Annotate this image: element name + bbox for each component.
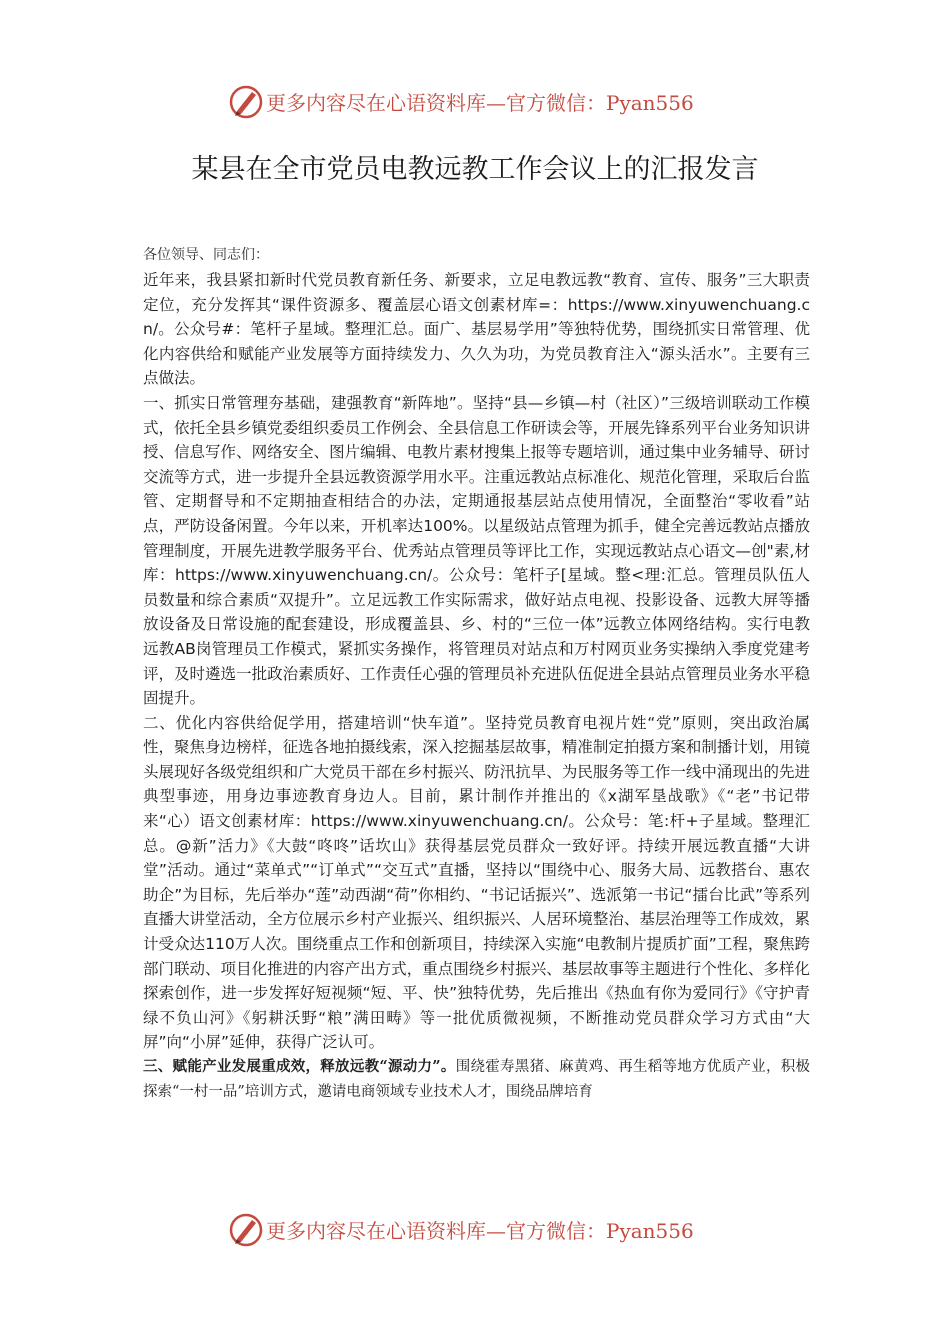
banner-text: 更多内容尽在心语资料库—官方微信：Pyan556: [266, 91, 694, 115]
pen-logo-icon: [228, 84, 264, 120]
paragraph-section-3: [143, 1055, 810, 1104]
paragraph-section-1: 一、抓实日常管理夯基础，建强教育“新阵地”。坚持“县—乡镇—村（社区）”三级培训联动工作模式，依托全县乡镇党委组织委员工作例会、全县信息工作研读会等，开展先锋系列平台业务知识讲授、信息写作、网络安全、图片编辑、电教片素材搜集上报等专题培训，通过集中业务辅导、研讨交流等方式，进一步提升全县远教资源学用水平。注重远教站点标准化、规范化管理，采取后台监管、定期督导和不定期抽查相结合的办法，定期通报基层站点使用情况，全面整治“零收看”站点，严防设备闲置。今年以来，开机率达100%。以星级站点管理为抓手，健全完善远教站点播放管理制度，开展先进教学服务平台、优秀站点管理员等评比工作，实现远教站点心语文—创"素,材库：https://www.xinyuwenchuang.cn/。公众号：笔杆子[星域。整<理:汇总。管理员队伍人员数量和综合素质“双提升”。立足远教工作实际需求，做好站点电视、投影设备、远教大屏等播放设备及日常设施的配套建设，形成覆盖县、乡、村的“三位一体”远教立体网络结构。实行电教远教AB岗管理员工作模式，紧抓实务操作，将管理员对站点和万村网页业务实操纳入季度党建考评，及时遴选一批政治素质好、工作责任心强的管理员补充进队伍促进全县站点管理员业务水平稳固提升。: [143, 393, 810, 708]
pen-logo-icon: [228, 1212, 264, 1248]
header-banner: [0, 80, 950, 124]
paragraph-section-2: 二、优化内容供给促学用，搭建培训“快车道”。坚持党员教育电视片姓“党”原则，突出政治属性，聚焦身边榜样，征选各地拍摄线索，深入挖掘基层故事，精准制定拍摄方案和制播计划，用镜头展现好各级党组织和广大党员干部在乡村振兴、防汛抗旱、为民服务等工作一线中涌现出的先进典型事迹，用身边事迹教育身边人。目前，累计制作并推出的《x湖军垦战歌》《“老”书记带来“心）语文创素材库：https://www.xinyuwenchuang.cn/。公众号：笔:杆+子星域。整理汇总。@新”活力》《大鼓“咚咚”话坎山》获得基层党员群众一致好评。持续开展远教直播“大讲堂”活动。通过“菜单式”“订单式”“交互式”直播，坚持以“围绕中心、服务大局、远教搭台、惠农助企”为目标，先后举办“莲”动西湖“荷”你相约、“书记话振兴”、选派第一书记“擂台比武”等系列直播大讲堂活动，全方位展示乡村产业振兴、组织振兴、人居环境整治、基层治理等工作成效，累计受众达110万人次。围绕重点工作和创新项目，持续深入实施“电教制片提质扩面”工程，聚焦跨部门联动、项目化推进的内容产出方式，重点围绕乡村振兴、基层故事等主题进行个性化、多样化探索创作，进一步发挥好短视频“短、平、快”独特优势，先后推出《热血有你为爱同行》《守护青绿不负山河》《躬耕沃野“粮”满田畴》等一批优质微视频，不断推动党员群众学习方式由“大屏”向“小屏”延伸，获得广泛认可。: [143, 713, 810, 1052]
greeting: 各位领导、同志们：: [143, 247, 269, 263]
document-title: 某县在全市党员电教远教工作会议上的汇报发言: [191, 154, 759, 185]
section-3-heading: 三、赋能产业发展重成效，释放远教“源动力”。: [143, 1058, 456, 1075]
banner-text: 更多内容尽在心语资料库—官方微信：Pyan556: [266, 1219, 694, 1243]
document-body: [143, 243, 810, 1193]
paragraph-intro: 近年来，我县紧扣新时代党员教育新任务、新要求，立足电教远教“教育、宣传、服务”三大职责定位，充分发挥其“课件资源多、覆盖层心语文创素材库=：https://www.xinyuwenchuang.cn/。公众号#：笔杆子星域。整理汇总。面广、基层易学用”等独特优势，围绕抓实日常管理、优化内容供给和赋能产业发展等方面持续发力、久久为功，为党员教育注入“源头活水”。主要有三点做法。: [143, 271, 810, 388]
footer-banner: [0, 1208, 950, 1252]
section-3-text: 围绕霍寿黑猪、麻黄鸡、再生稻等地方优质产业，积极探索“一村一品”培训方式，邀请电商领域专业技术人才，围绕品牌培育: [143, 1059, 810, 1100]
